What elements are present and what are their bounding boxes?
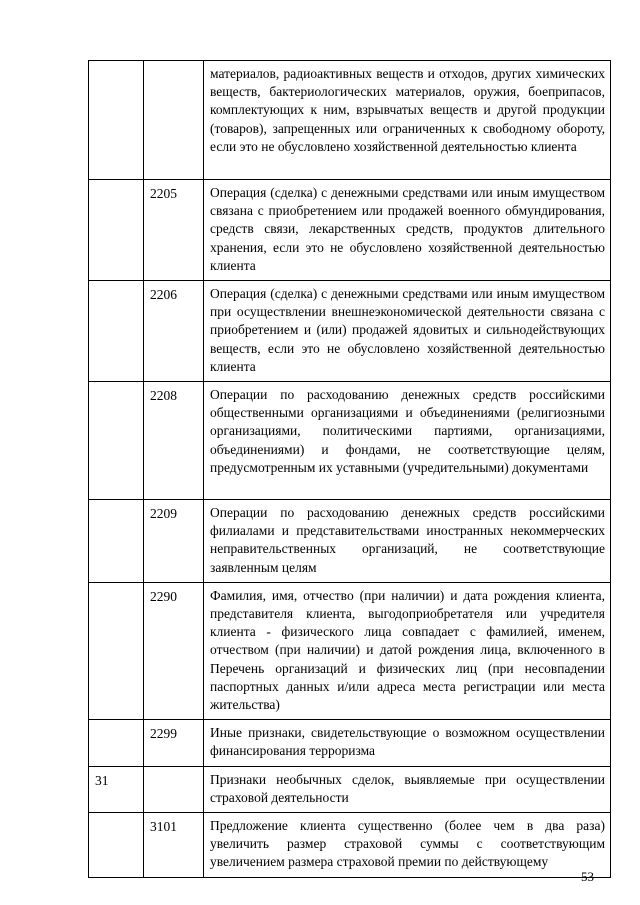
indicator-description-cell: Предложение клиента существенно (более чем в два раза) увеличить размер страховой суммы с соответствующим увеличением размера страховой премии по действующему xyxy=(204,813,611,878)
indicator-description-cell: Иные признаки, свидетельствующие о возможном осуществлении финансирования терроризма xyxy=(204,720,611,766)
group-code-cell xyxy=(89,281,144,382)
group-code-cell xyxy=(89,720,144,766)
indicator-description-cell: Фамилия, имя, отчество (при наличии) и дата рождения клиента, представителя клиента, выгодоприобретателя или учредителя клиента - физического лица совпадает с фамилией, именем, отчеством (при наличии) и датой рождения лица, включенного в Перечень организаций и физических лиц (при несовпадении паспортных данных и/или адреса места регистрации или места жительства) xyxy=(204,582,611,719)
indicator-description-cell: Операции по расходованию денежных средств российскими общественными организациями и объединениями (религиозными организациями, политическими партиями, организациями, объединениями) и фондами, не соответствующие целям, предусмотренным их уставными (учредительными) документами xyxy=(204,382,611,500)
table-row xyxy=(89,582,611,719)
indicator-code-cell xyxy=(144,766,204,812)
table-row xyxy=(89,813,611,878)
table-row xyxy=(89,500,611,583)
page-number: 53 xyxy=(581,869,594,884)
indicator-code-cell: 2209 xyxy=(144,500,204,583)
table-row xyxy=(89,281,611,382)
indicator-description-cell: Операция (сделка) с денежными средствами или иным имуществом связана с приобретением или продажей военного обмундирования, средств связи, лекарственных средств, продуктов длительного хранения, если это не обусловлено хозяйственной деятельностью клиента xyxy=(204,180,611,281)
indicator-code-cell: 2299 xyxy=(144,720,204,766)
indicators-table xyxy=(88,60,611,878)
group-code-cell xyxy=(89,582,144,719)
indicator-code-cell: 2208 xyxy=(144,382,204,500)
indicator-code-cell: 2206 xyxy=(144,281,204,382)
indicator-code-cell xyxy=(144,61,204,180)
table-row xyxy=(89,61,611,180)
indicator-description-cell: Признаки необычных сделок, выявляемые при осуществлении страховой деятельности xyxy=(204,766,611,812)
table-row xyxy=(89,720,611,766)
indicator-description-cell: Операции по расходованию денежных средств российскими филиалами и представительствами иностранных некоммерческих неправительственных организаций, не соответствующие заявленным целям xyxy=(204,500,611,583)
group-code-cell xyxy=(89,180,144,281)
group-code-cell: 31 xyxy=(89,766,144,812)
indicator-description-cell: материалов, радиоактивных веществ и отходов, других химических веществ, бактериологических материалов, оружия, боеприпасов, комплектующих к ним, взрывчатых веществ и другой продукции (товаров), запрещенных или ограниченных к свободному обороту, если это не обусловлено хозяйственной деятельностью клиента xyxy=(204,61,611,180)
group-code-cell xyxy=(89,813,144,878)
table-body xyxy=(89,61,611,878)
indicator-code-cell: 3101 xyxy=(144,813,204,878)
table-row xyxy=(89,180,611,281)
indicator-description-cell: Операция (сделка) с денежными средствами или иным имуществом при осуществлении внешнеэкономической деятельности связана с приобретением и (или) продажей ядовитых и сильнодействующих веществ, если это не обусловлено хозяйственной деятельностью клиента xyxy=(204,281,611,382)
indicator-code-cell: 2205 xyxy=(144,180,204,281)
table-row xyxy=(89,766,611,812)
table-row xyxy=(89,382,611,500)
group-code-cell xyxy=(89,500,144,583)
group-code-cell xyxy=(89,382,144,500)
indicator-code-cell: 2290 xyxy=(144,582,204,719)
group-code-cell xyxy=(89,61,144,180)
